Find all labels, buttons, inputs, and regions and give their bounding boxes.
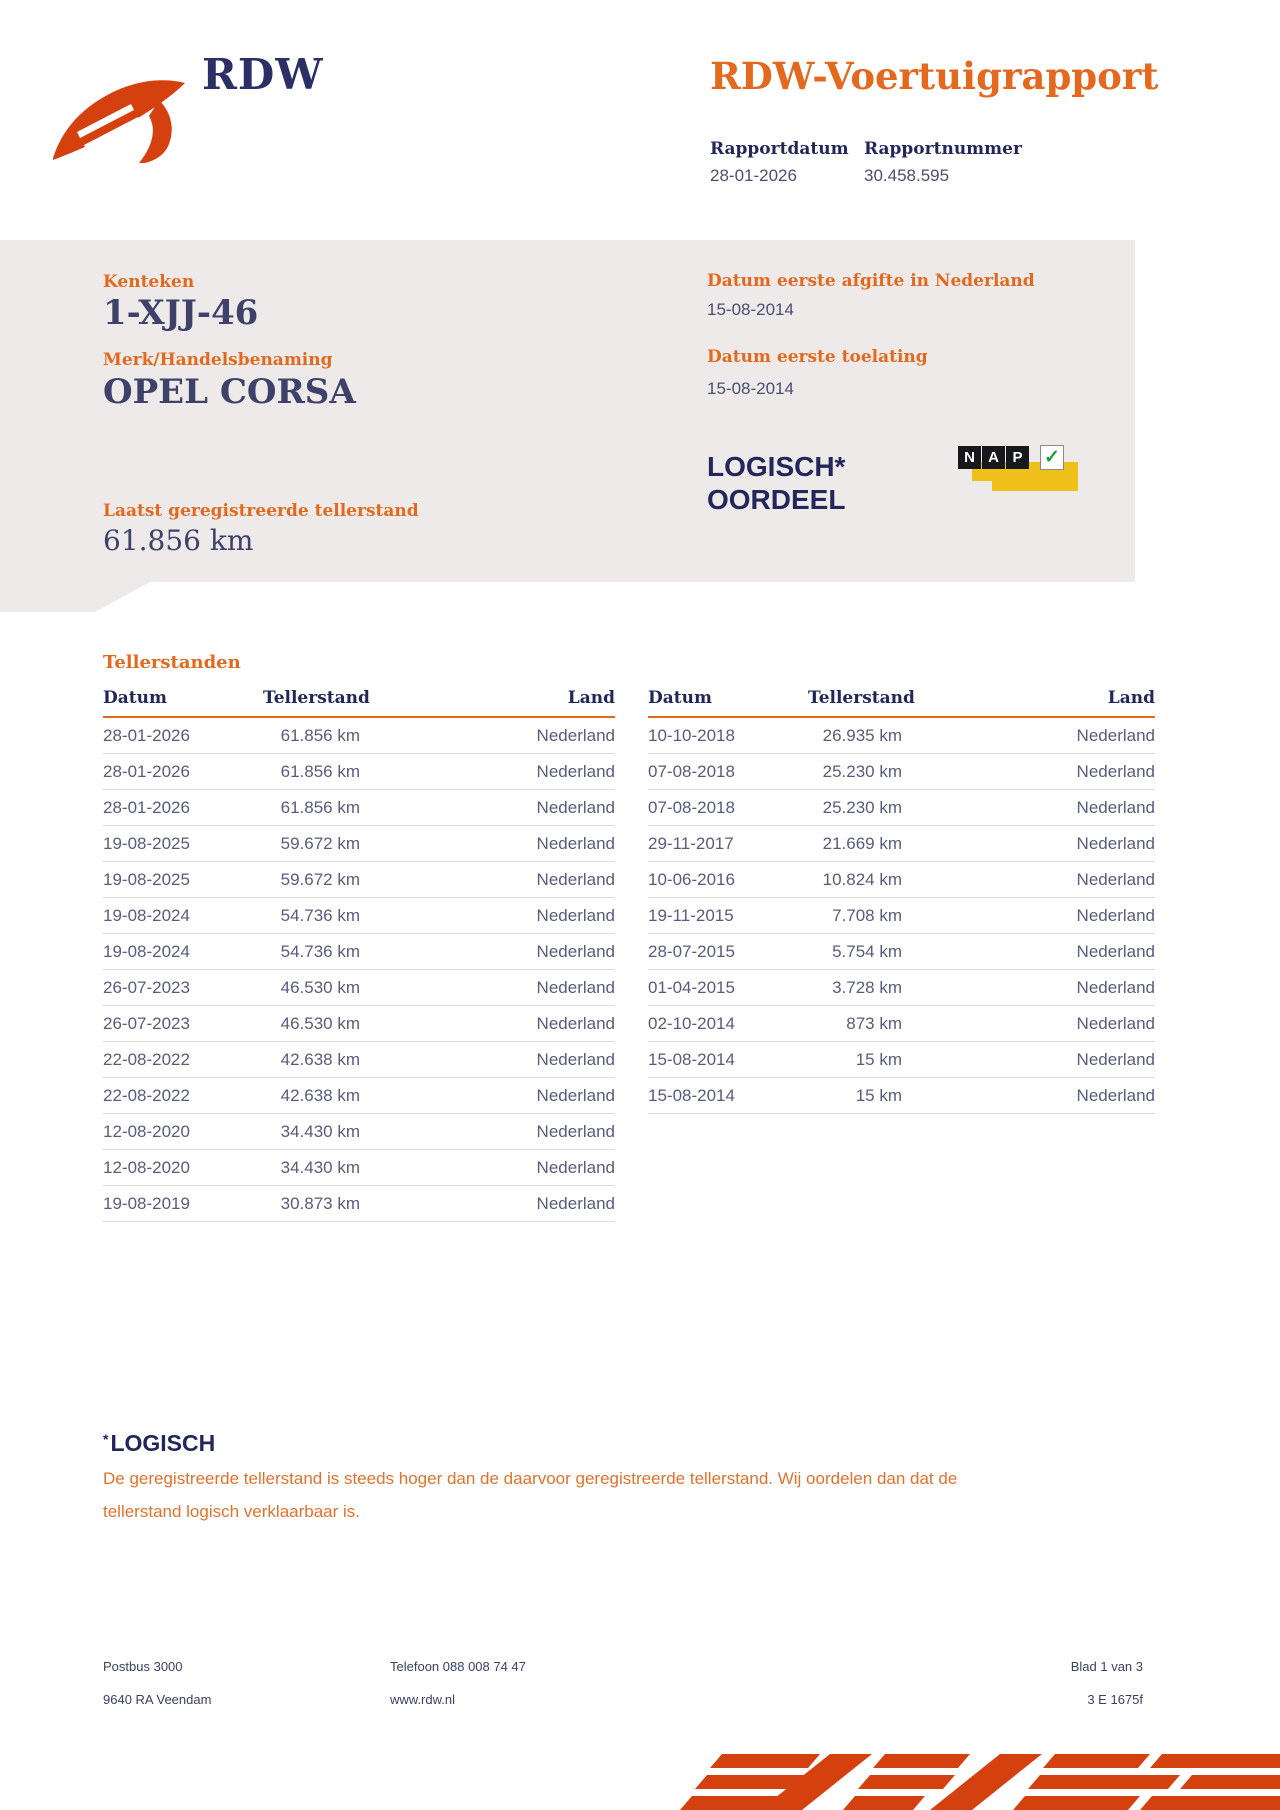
oordeel-line1: LOGISCH* [707, 451, 846, 482]
cell-land: Nederland [1076, 797, 1155, 817]
table-row [103, 790, 615, 826]
cell-datum: 19-08-2019 [103, 1193, 190, 1213]
logisch-explanation: De geregistreerde tellerstand is steeds hoger dan de daarvoor geregistreerde tellerstand. Wij oordelen dan dat de tellerstand logisch verklaarbaar is. [103, 1469, 958, 1521]
cell-land: Nederland [1076, 977, 1155, 997]
table-row [103, 754, 615, 790]
logisch-heading-text: LOGISCH [110, 1430, 216, 1456]
col-datum: Datum [103, 688, 167, 708]
table-body [103, 718, 615, 1222]
laatste-tellerstand-label: Laatst geregistreerde tellerstand [103, 501, 419, 521]
afgifte-value: 15-08-2014 [707, 300, 794, 319]
rdw-logo-text: RDW [202, 50, 324, 99]
afgifte-label: Datum eerste afgifte in Nederland [707, 271, 1035, 291]
cell-tellerstand: 873 km [846, 1013, 902, 1033]
cell-datum: 29-11-2017 [648, 833, 734, 853]
table-row [103, 1078, 615, 1114]
cell-land: Nederland [1076, 1085, 1155, 1105]
asterisk: * [103, 1431, 109, 1447]
cell-datum: 28-01-2026 [103, 797, 190, 817]
cell-tellerstand: 59.672 km [280, 833, 360, 853]
cell-datum: 15-08-2014 [648, 1085, 735, 1105]
oordeel-line2: OORDEEL [707, 484, 846, 515]
logisch-heading [103, 1430, 215, 1457]
table-row [648, 826, 1155, 862]
nap-letter-a: A [982, 446, 1005, 469]
cell-tellerstand: 46.530 km [280, 1013, 360, 1033]
cell-tellerstand: 54.736 km [280, 941, 360, 961]
cell-datum: 10-10-2018 [648, 725, 735, 745]
col-land: Land [567, 688, 615, 708]
footer-address-line1: Postbus 3000 [103, 1659, 183, 1674]
report-date-value: 28-01-2026 [710, 166, 797, 185]
table-header [103, 688, 615, 718]
cell-datum: 02-10-2014 [648, 1013, 735, 1033]
table-row [648, 862, 1155, 898]
cell-land: Nederland [536, 1193, 615, 1213]
cell-land: Nederland [536, 1157, 615, 1177]
table-row [103, 1006, 615, 1042]
cell-land: Nederland [1076, 869, 1155, 889]
cell-tellerstand: 3.728 km [832, 977, 902, 997]
cell-datum: 22-08-2022 [103, 1049, 190, 1069]
cell-datum: 19-08-2025 [103, 833, 190, 853]
cell-datum: 12-08-2020 [103, 1157, 190, 1177]
table-row [648, 970, 1155, 1006]
nap-notch [972, 481, 992, 491]
cell-tellerstand: 59.672 km [280, 869, 360, 889]
cell-tellerstand: 46.530 km [280, 977, 360, 997]
cell-tellerstand: 7.708 km [832, 905, 902, 925]
footer-website: www.rdw.nl [390, 1692, 456, 1707]
cell-tellerstand: 30.873 km [280, 1193, 360, 1213]
cell-datum: 28-01-2026 [103, 725, 190, 745]
table-row [103, 1150, 615, 1186]
footer-page-number: Blad 1 van 3 [1070, 1659, 1143, 1674]
table-row [648, 754, 1155, 790]
cell-datum: 01-04-2015 [648, 977, 735, 997]
cell-land: Nederland [536, 1121, 615, 1141]
footer-stripes-icon [680, 1754, 1280, 1810]
nap-logo [958, 444, 1078, 491]
table-header [648, 688, 1155, 718]
tellerstanden-table-left [103, 688, 615, 1222]
cell-land: Nederland [1076, 905, 1155, 925]
table-row [648, 1006, 1155, 1042]
cell-land: Nederland [536, 833, 615, 853]
cell-land: Nederland [1076, 1013, 1155, 1033]
table-row [648, 1042, 1155, 1078]
cell-land: Nederland [536, 797, 615, 817]
cell-datum: 10-06-2016 [648, 869, 735, 889]
cell-tellerstand: 10.824 km [822, 869, 902, 889]
oordeel-text [707, 450, 845, 516]
cell-tellerstand: 5.754 km [832, 941, 902, 961]
table-row [103, 1186, 615, 1222]
cell-land: Nederland [1076, 725, 1155, 745]
cell-datum: 22-08-2022 [103, 1085, 190, 1105]
cell-land: Nederland [536, 905, 615, 925]
table-row [648, 1078, 1155, 1114]
table-row [103, 1042, 615, 1078]
cell-land: Nederland [536, 761, 615, 781]
cell-land: Nederland [536, 941, 615, 961]
merk-label: Merk/Handelsbenaming [103, 350, 333, 370]
cell-datum: 26-07-2023 [103, 977, 190, 997]
check-icon: ✓ [1040, 445, 1064, 470]
cell-tellerstand: 15 km [855, 1049, 902, 1069]
toelating-label: Datum eerste toelating [707, 347, 928, 367]
cell-land: Nederland [536, 725, 615, 745]
table-row [648, 790, 1155, 826]
page-title: RDW-Voertuigrapport [710, 54, 1159, 98]
kenteken-value: 1-XJJ-46 [103, 293, 259, 333]
cell-land: Nederland [536, 869, 615, 889]
toelating-value: 15-08-2014 [707, 379, 794, 398]
cell-land: Nederland [1076, 833, 1155, 853]
table-row [103, 1114, 615, 1150]
cell-datum: 12-08-2020 [103, 1121, 190, 1141]
report-number-label: Rapportnummer [864, 139, 1022, 159]
cell-datum: 19-08-2025 [103, 869, 190, 889]
table-row [648, 898, 1155, 934]
cell-land: Nederland [536, 977, 615, 997]
cell-datum: 19-08-2024 [103, 941, 190, 961]
table-row [103, 826, 615, 862]
footer-address-line2: 9640 RA Veendam [103, 1692, 212, 1707]
col-tellerstand: Tellerstand [263, 688, 370, 708]
table-row [648, 934, 1155, 970]
tellerstanden-table-right [648, 688, 1155, 1114]
table-row [103, 718, 615, 754]
cell-datum: 19-11-2015 [648, 905, 734, 925]
cell-tellerstand: 25.230 km [822, 761, 902, 781]
cell-tellerstand: 42.638 km [280, 1085, 360, 1105]
cell-datum: 15-08-2014 [648, 1049, 735, 1069]
footer-doc-code: 3 E 1675f [1087, 1692, 1143, 1707]
cell-land: Nederland [536, 1085, 615, 1105]
rdw-logo-icon [53, 78, 187, 163]
cell-tellerstand: 34.430 km [280, 1121, 360, 1141]
cell-datum: 07-08-2018 [648, 797, 735, 817]
cell-tellerstand: 26.935 km [822, 725, 902, 745]
table-row [103, 862, 615, 898]
cell-datum: 07-08-2018 [648, 761, 735, 781]
table-row [103, 970, 615, 1006]
cell-tellerstand: 21.669 km [822, 833, 902, 853]
cell-datum: 28-07-2015 [648, 941, 735, 961]
kenteken-label: Kenteken [103, 272, 195, 292]
col-tellerstand: Tellerstand [808, 688, 915, 708]
cell-tellerstand: 61.856 km [280, 797, 360, 817]
cell-tellerstand: 25.230 km [822, 797, 902, 817]
cell-land: Nederland [1076, 1049, 1155, 1069]
table-row [648, 718, 1155, 754]
nap-letter-n: N [958, 446, 981, 469]
cell-land: Nederland [536, 1049, 615, 1069]
cell-tellerstand: 61.856 km [280, 725, 360, 745]
cell-datum: 26-07-2023 [103, 1013, 190, 1033]
table-row [103, 934, 615, 970]
cell-land: Nederland [1076, 761, 1155, 781]
table-row [103, 898, 615, 934]
report-number-value: 30.458.595 [864, 166, 950, 185]
cell-tellerstand: 42.638 km [280, 1049, 360, 1069]
table-body [648, 718, 1155, 1114]
laatste-tellerstand-value: 61.856 km [103, 524, 254, 557]
cell-tellerstand: 61.856 km [280, 761, 360, 781]
footer-phone: Telefoon 088 008 74 47 [390, 1659, 526, 1674]
cell-tellerstand: 34.430 km [280, 1157, 360, 1177]
report-date-label: Rapportdatum [710, 139, 849, 159]
col-land: Land [1107, 688, 1155, 708]
cell-tellerstand: 54.736 km [280, 905, 360, 925]
col-datum: Datum [648, 688, 712, 708]
cell-land: Nederland [536, 1013, 615, 1033]
cell-datum: 19-08-2024 [103, 905, 190, 925]
tellerstanden-title: Tellerstanden [103, 652, 241, 673]
cell-datum: 28-01-2026 [103, 761, 190, 781]
cell-land: Nederland [1076, 941, 1155, 961]
cell-tellerstand: 15 km [855, 1085, 902, 1105]
merk-value: OPEL CORSA [103, 372, 356, 412]
nap-letter-p: P [1006, 446, 1029, 469]
